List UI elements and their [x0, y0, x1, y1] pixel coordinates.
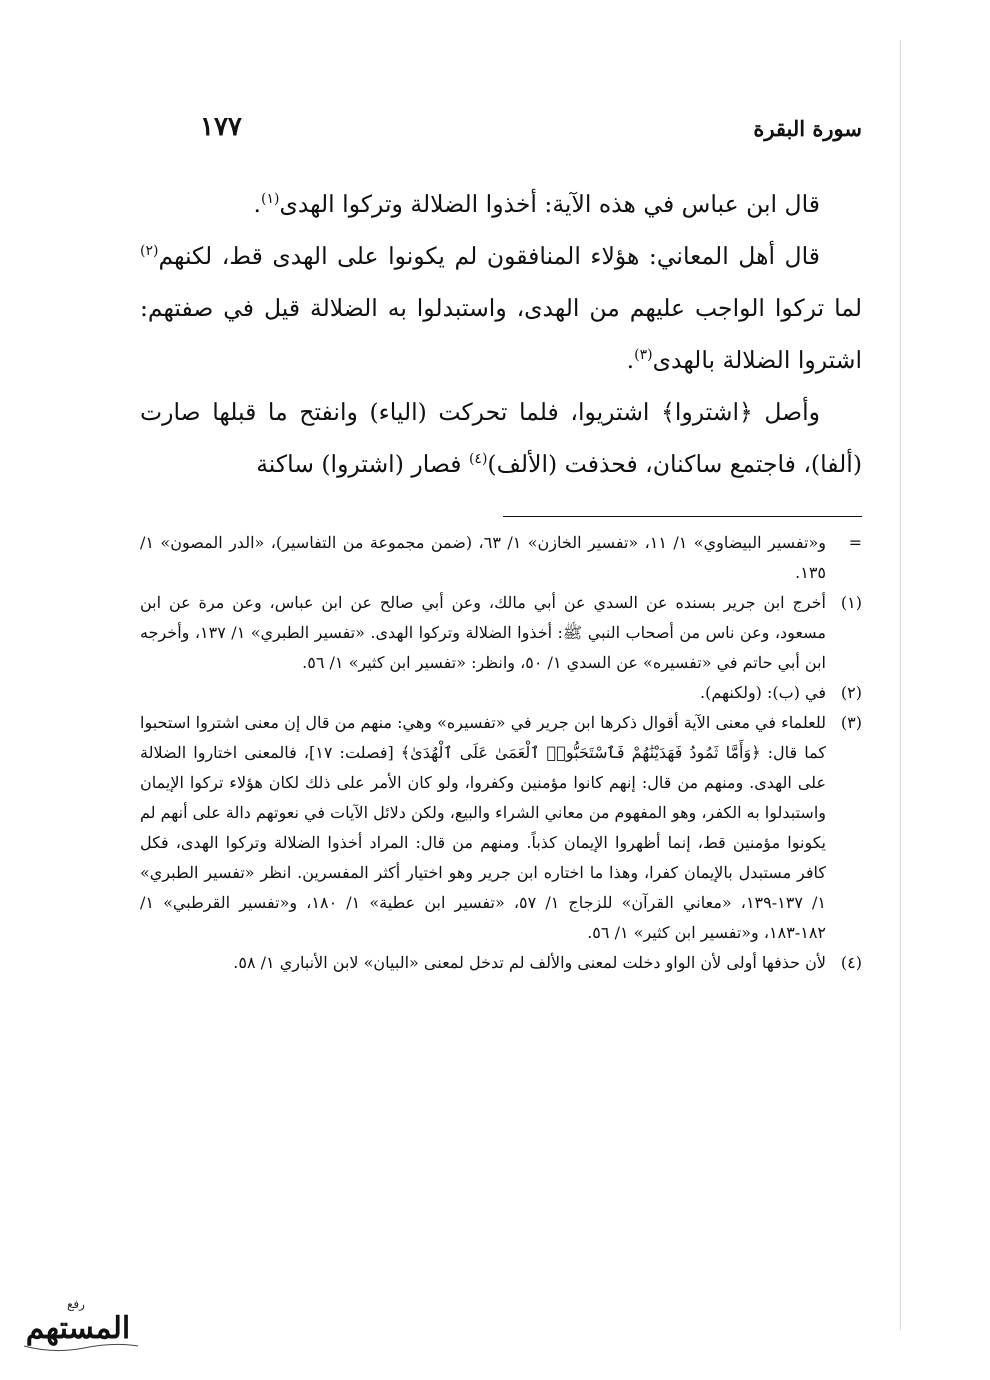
footnote-3-number: (٣)	[840, 713, 862, 732]
page-edge-line	[900, 40, 901, 1330]
paragraph-1-text: قال ابن عباس في هذه الآية: أخذوا الضلالة وتركوا الهدى	[279, 190, 820, 218]
paragraph-2	[140, 230, 862, 386]
page-header	[140, 112, 862, 152]
continuation-text: و«تفسير البيضاوي» ١/ ١١، «تفسير الخازن» ١/ ٦٣، (ضمن مجموعة من التفاسير)، «الدر المصون» ١/ ١٣٥.	[140, 533, 826, 582]
footnote-4-number: (٤)	[840, 953, 862, 972]
footnote-ref-2: (٢)	[140, 243, 159, 260]
paragraph-1-end: .	[253, 190, 261, 218]
footnote-1-text: أخرج ابن جرير بسنده عن السدي عن أبي مالك، وعن أبي صالح عن ابن عباس، وعن مرة عن ابن مسعود، وعن ناس من أصحاب النبي ﷺ: أخذوا الضلالة وتركوا الهدى. «تفسير الطبري» ١/ ١٣٧، وأخرجه ابن أبي حاتم في «تفسيره» عن السدي ١/ ٥٠، وانظر: «تفسير ابن كثير» ١/ ٥٦.	[140, 593, 826, 672]
paragraph-3-text-b: فصار (اشتروا) ساكنة	[256, 450, 469, 478]
footnote-ref-1: (١)	[260, 191, 280, 208]
footnote-2-text: في (ب): (ولكنهم).	[700, 683, 826, 702]
surah-title: سورة البقرة	[753, 116, 862, 141]
continuation-marker: =	[848, 533, 862, 552]
footnotes	[140, 528, 862, 978]
paragraph-2-text-a: قال أهل المعاني: هؤلاء المنافقون لم يكونوا على الهدى قط، لكنهم	[158, 242, 820, 270]
footnote-2	[140, 678, 862, 708]
footnote-4	[140, 948, 862, 978]
publisher-logo-icon	[14, 1290, 144, 1362]
paragraph-3-text-a: وأصل ﴿اشتروا﴾ اشتريوا، فلما تحركت (الياء) وانفتح ما قبلها صارت (ألفا)، فاجتمع ساكنان، فحذفت (الألف)	[140, 398, 862, 478]
page-number: ١٧٧	[200, 112, 242, 142]
logo-text: المستهم	[25, 1311, 131, 1346]
footnote-1	[140, 588, 862, 678]
footnote-4-text: لأن حذفها أولى لأن الواو دخلت لمعنى والألف لم تدخل لمعنى «البيان» لابن الأنباري ١/ ٥٨.	[233, 953, 826, 972]
logo-small-text: رفع	[67, 1297, 85, 1311]
paragraph-3	[140, 386, 862, 490]
footnote-continuation	[140, 528, 862, 588]
footnote-2-number: (٢)	[840, 683, 862, 702]
footnote-1-number: (١)	[840, 593, 862, 612]
footnote-separator	[503, 516, 862, 517]
main-text	[140, 178, 862, 490]
footnote-3-text: للعلماء في معنى الآية أقوال ذكرها ابن جرير في «تفسيره» وهي: منهم من قال إن معنى اشتروا استحبوا كما قال: ﴿وَأَمَّا ثَمُودُ فَهَدَيْنَٰهُمْ فَٱسْتَحَبُّوا۟ ٱلْعَمَىٰ عَلَى ٱلْهُدَىٰ﴾ [فصلت: ١٧]، فالمعنى اختاروا الضلالة على الهدى. ومنهم من قال: إنهم كانوا مؤمنين وكفروا، ولو كان الأمر على ذلك لكان هؤلاء تركوا الإيمان واستبدلوا به الكفر، وهو المفهوم من معاني الشراء والبيع، ولكن دلائل الآيات في نعوتهم دالة على أنهم لم يكونوا مؤمنين قط، إنما أظهروا الإيمان كذباً. ومنهم من قال: المراد أخذوا الضلالة وتركوا الهدى، فكل كافر مستبدل بالإيمان كفرا، وهذا ما اختاره ابن جرير وهو اختيار أكثر المفسرين. انظر «تفسير الطبري» ١/ ١٣٧-١٣٩، «معاني القرآن» للزجاج ١/ ٥٧، «تفسير ابن عطية» ١/ ١٨٠، و«تفسير القرطبي» ١/ ١٨٢-١٨٣، و«تفسير ابن كثير» ١/ ٥٦.	[139, 713, 827, 942]
footnote-ref-3: (٣)	[634, 347, 653, 364]
footnote-ref-4: (٤)	[468, 451, 488, 468]
paragraph-2-end: .	[626, 346, 635, 374]
paragraph-1	[140, 178, 862, 230]
paragraph-2-text-b: لما تركوا الواجب عليهم من الهدى، واستبدلوا به الضلالة قيل في صفتهم: اشتروا الضلالة بالهدى	[140, 294, 862, 374]
footnote-3	[140, 708, 862, 948]
